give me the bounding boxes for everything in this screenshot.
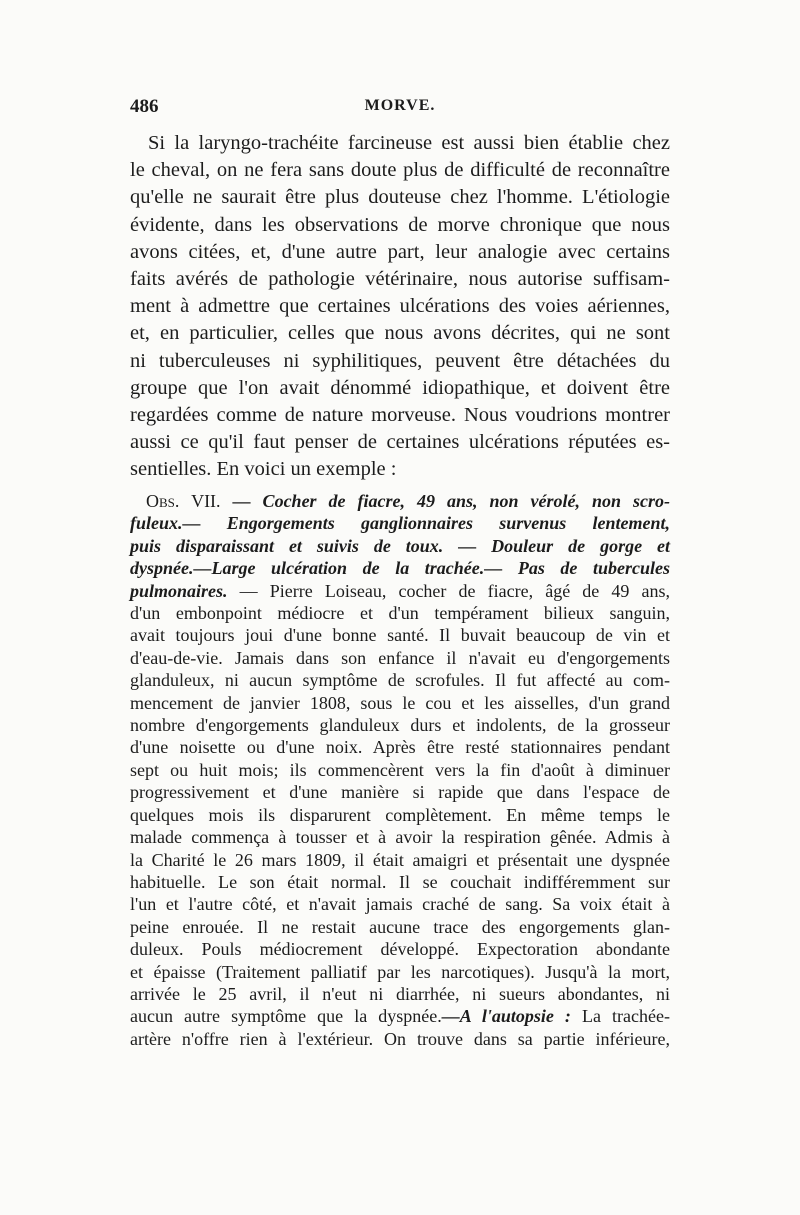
text-line: sept ou huit mois; ils commencèrent vers la fin d'août à diminuer [130, 759, 670, 780]
text-line: aussi ce qu'il faut penser de certaines ulcérations réputées es- [130, 431, 670, 454]
text-line: l'un et l'autre côté, et n'avait jamais craché de sang. Sa voix était à [130, 894, 670, 915]
observation-summary-line: puis disparaissant et suivis de toux. — Douleur de gorge et [130, 535, 670, 556]
text-line: ment à admettre que certaines ulcérations des voies aériennes, [130, 295, 670, 318]
page-header [130, 96, 670, 122]
observation-summary-end: pulmonaires. [130, 580, 228, 601]
text-line: arrivée le 25 avril, il n'eut ni diarrhée, ni sueurs abondantes, ni [130, 983, 670, 1004]
text-line: malade commença à tousser et à avoir la respiration gênée. Admis à [130, 827, 670, 848]
observation-summary: — Cocher de fiacre, 49 ans, non vérolé, non scro- [232, 491, 671, 511]
observation-text: La trachée- [582, 1006, 671, 1027]
text-line: habituelle. Le son était normal. Il se couchait indifféremment sur [130, 871, 670, 892]
text-line: nombre d'engorgements glanduleux durs et indolents, de la grosseur [130, 715, 670, 736]
text-line [130, 580, 670, 602]
text-line: mencement de janvier 1808, sous le cou et les aisselles, d'un grand [130, 692, 670, 713]
text-line: quelques mois ils disparurent complètement. En même temps le [130, 804, 670, 825]
page-number: 486 [130, 96, 159, 117]
observation-summary-line: fuleux.— Engorgements ganglionnaires survenus lentement, [130, 513, 670, 534]
text-line: artère n'offre rien à l'extérieur. On trouve dans sa partie inférieure, [130, 1028, 670, 1049]
text-line: d'une noisette ou d'une noix. Après être resté stationnaires pendant [130, 737, 670, 758]
observation-text: aucun autre symptôme que la dyspnée. [130, 1006, 442, 1027]
text-line: et, en particulier, celles que nous avons décrites, qui ne sont [130, 322, 670, 345]
text-line: sentielles. En voici un exemple : [130, 458, 397, 481]
text-line: et épaisse (Traitement palliatif par les narcotiques). Jusqu'à la mort, [130, 961, 670, 982]
text-line: le cheval, on ne fera sans doute plus de difficulté de reconnaître [130, 159, 670, 182]
text-line: avait toujours joui d'une bonne santé. Il buvait beaucoup de vin et [130, 625, 670, 646]
text-line: ni tuberculeuses ni syphilitiques, peuvent être détachées du [130, 349, 670, 372]
text-line: d'eau-de-vie. Jamais dans son enfance il n'avait eu d'engorgements [130, 647, 670, 668]
text-line [130, 1005, 670, 1027]
text-line: glanduleux, ni aucun symptôme de scrofules. Il fut affecté au com- [130, 670, 670, 691]
text-line: Si la laryngo-trachéite farcineuse est aussi bien établie chez [148, 132, 670, 154]
autopsy-heading: —A l'autopsie : [441, 1006, 571, 1027]
text-line: qu'elle ne saurait être plus douteuse chez l'homme. L'étiologie [130, 186, 670, 209]
observation-text: — Pierre Loiseau, cocher de fiacre, âgé de 49 ans, [239, 580, 671, 601]
observation-summary-line: dyspnée.—Large ulcération de la trachée.— Pas de tubercules [130, 558, 670, 579]
observation-heading-line [130, 490, 670, 512]
paragraph-laryngo-tracheite [130, 130, 670, 484]
observation-vii [130, 490, 670, 1050]
text-line: faits avérés de pathologie vétérinaire, nous autorise suffisam- [130, 268, 670, 291]
text-line: évidente, dans les observations de morve chronique que nous [130, 213, 670, 236]
running-title: MORVE. [364, 97, 436, 114]
text-line: la Charité le 26 mars 1809, il était amaigri et présentait une dyspnée [130, 849, 670, 870]
text-line: avons citées, et, d'une autre part, leur analogie avec certains [130, 240, 670, 263]
observation-label: Obs. VII. [146, 491, 221, 511]
text-line: peine enrouée. Il ne restait aucune trace des engorgements glan- [130, 916, 670, 937]
text-line: regardées comme de nature morveuse. Nous voudrions montrer [130, 404, 670, 427]
text-line: progressivement et d'une manière si rapide que dans l'espace de [130, 782, 670, 803]
text-line: groupe que l'on avait dénommé idiopathique, et doivent être [130, 376, 670, 399]
text-line: d'un embonpoint médiocre et d'un tempérament bilieux sanguin, [130, 603, 670, 624]
text-line: duleux. Pouls médiocrement développé. Expectoration abondante [130, 939, 670, 960]
